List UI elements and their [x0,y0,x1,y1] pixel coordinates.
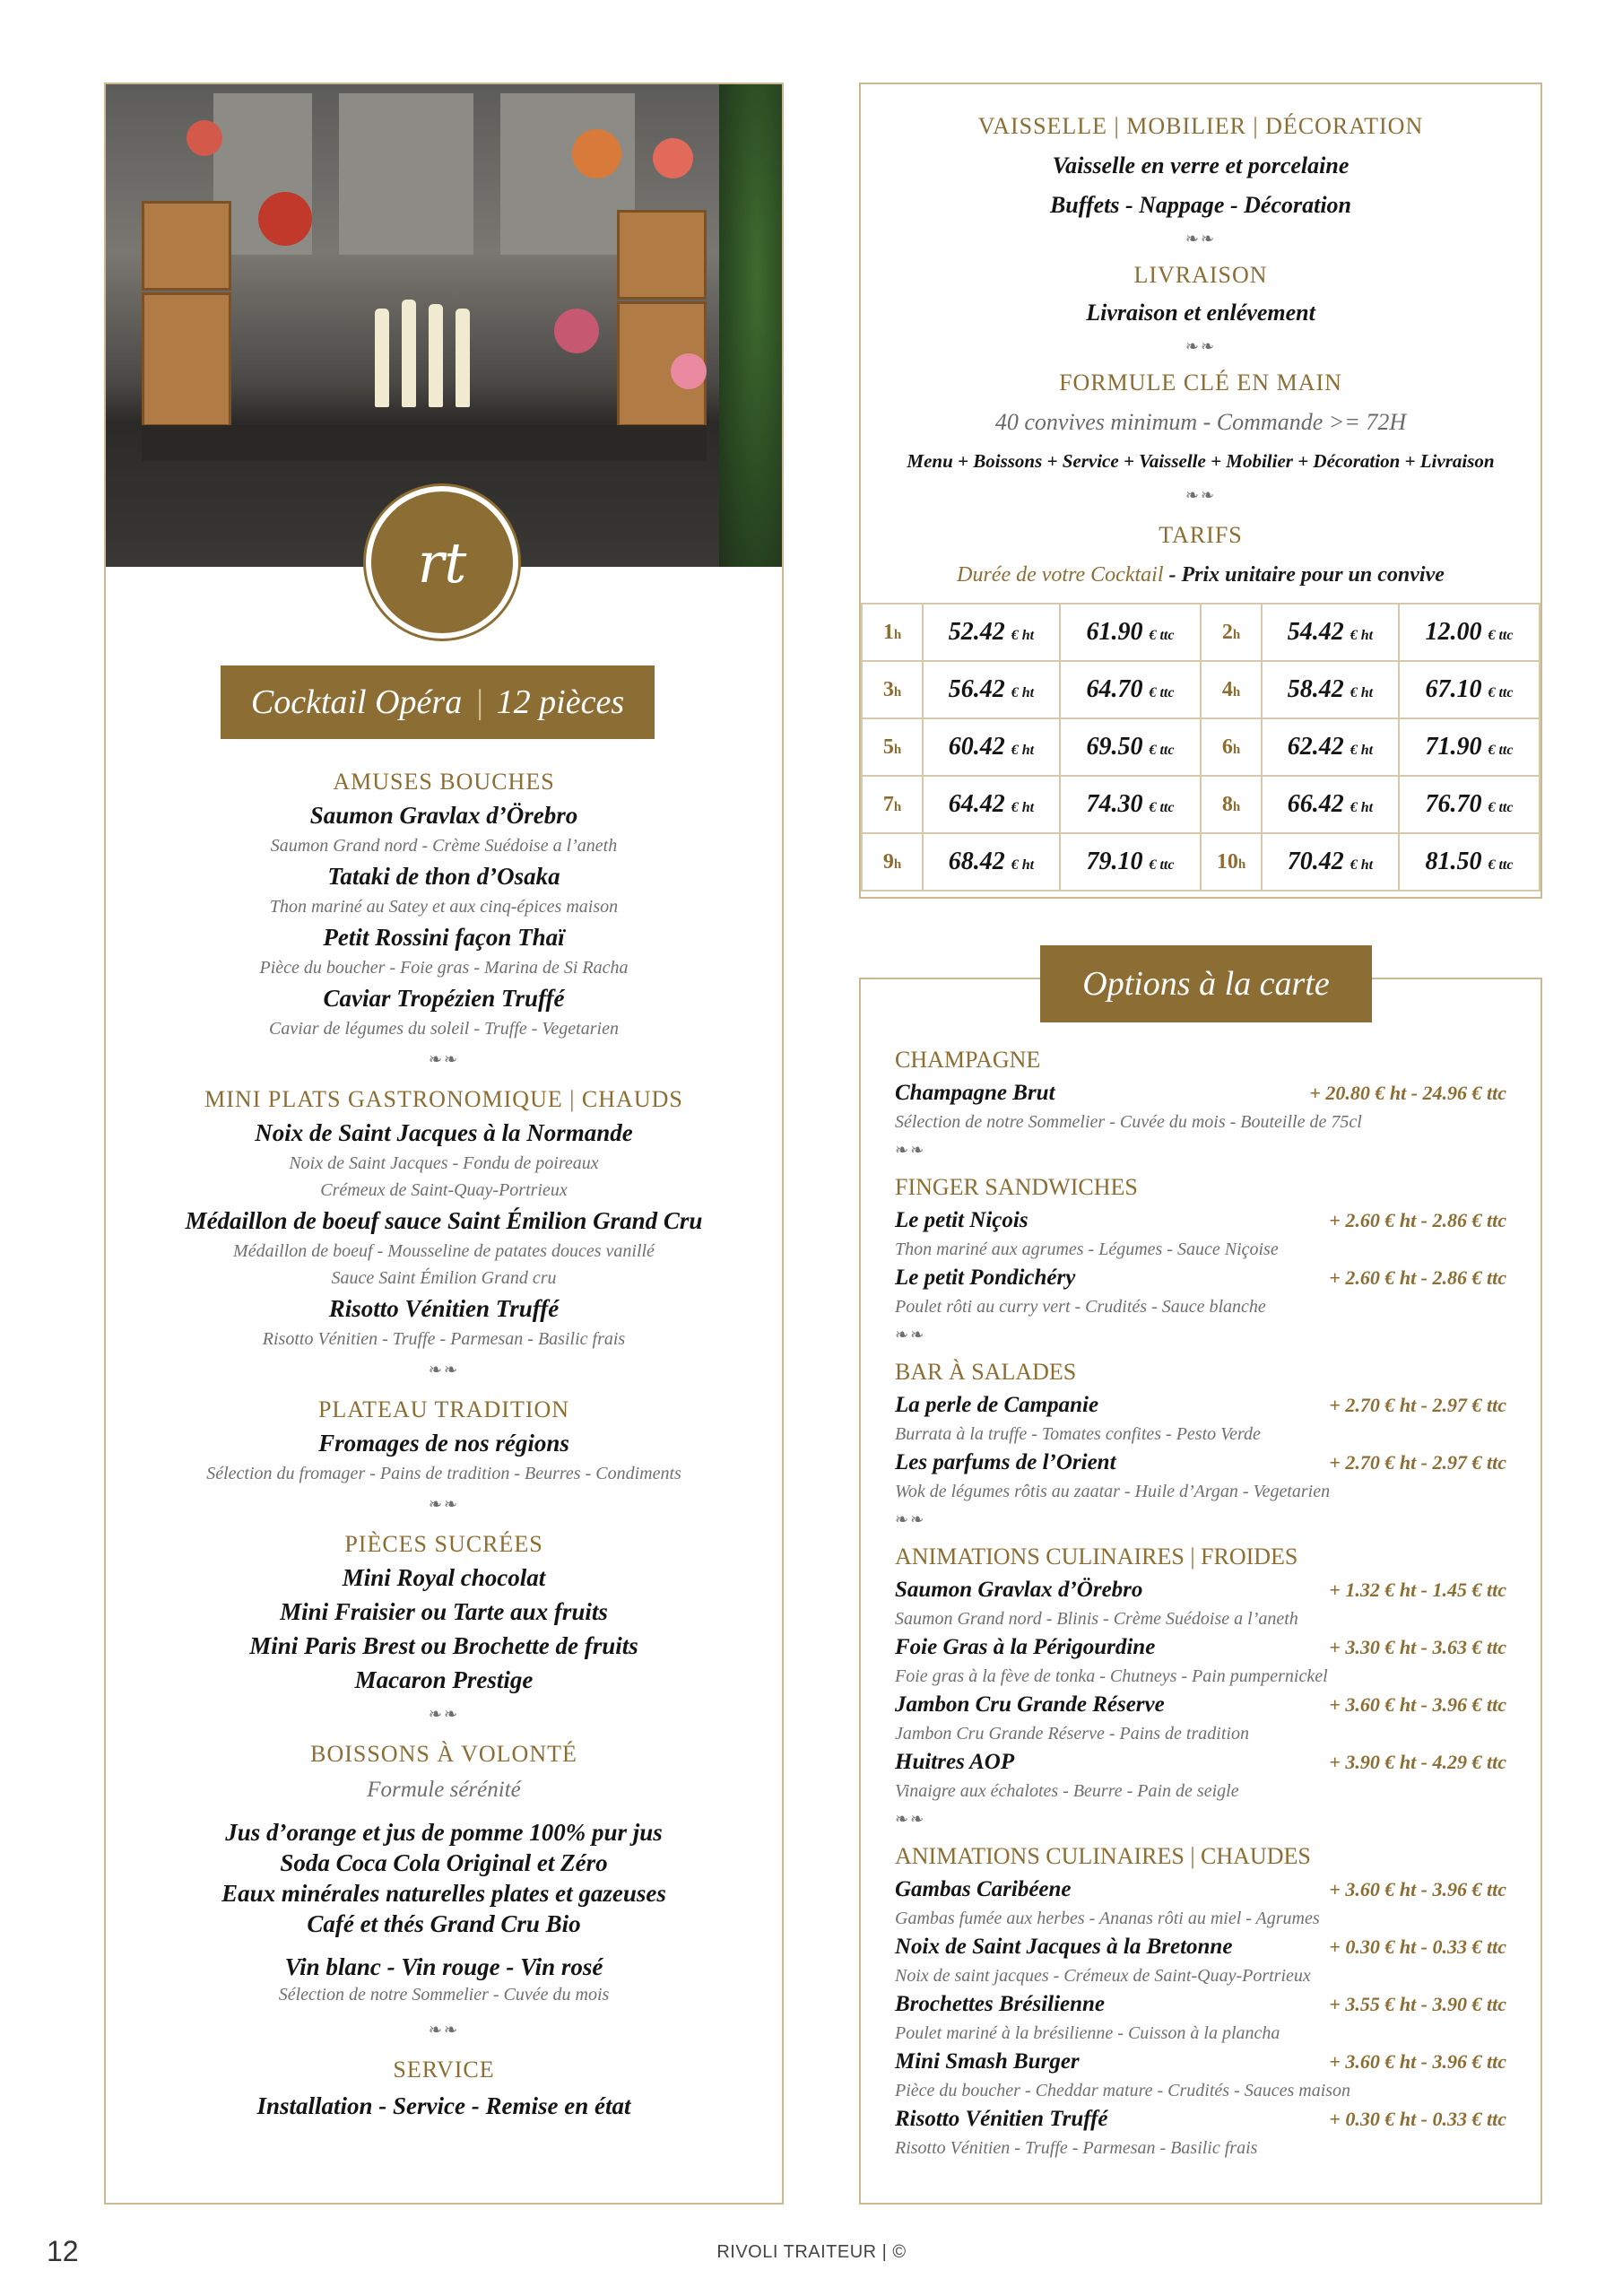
flower [572,129,621,178]
option-price: + 3.60 € ht - 3.96 € ttc [1329,1693,1506,1716]
options-section-title: FINGER SANDWICHES [895,1174,1138,1200]
price-ht [1262,833,1399,891]
banner-separator: | [474,683,484,721]
price-ht-unit: € ht [1350,857,1374,873]
wooden-crate [142,292,231,427]
price-ht-unit: € ht [1011,800,1035,815]
drink-line: Café et thés Grand Cru Bio [307,1910,581,1937]
duration-value: 4 [1221,677,1233,701]
price-ttc-value: 69.50 [1086,733,1143,761]
menu-item-description: Sélection du fromager - Pains de tradition - Beurres - Condiments [206,1464,681,1483]
menu-item-name: Mini Paris Brest ou Brochette de fruits [249,1632,638,1659]
price-ttc-unit: € ttc [1488,628,1514,643]
options-banner: Options à la carte [1040,945,1372,1022]
option-name: Huitres AOP [895,1750,1015,1774]
price-ttc-value: 79.10 [1086,848,1143,875]
option-price: + 3.90 € ht - 4.29 € ttc [1329,1751,1506,1773]
flower [258,192,312,246]
price-ht-unit: € ht [1011,628,1035,643]
duration-value: 10 [1216,849,1238,874]
price-ttc-unit: € ttc [1488,685,1514,700]
option-item [895,1989,1506,2020]
option-description: Wok de légumes rôtis au zaatar - Huile d’Argan - Vegetarien [895,1482,1331,1501]
livraison-line: Livraison et enlévement [1086,300,1315,326]
menu-item-name: Mini Royal chocolat [342,1564,546,1591]
options-section-title: BAR À SALADES [895,1359,1077,1385]
option-name: Noix de Saint Jacques à la Bretonne [895,1935,1233,1959]
duration-value: 3 [882,677,894,701]
price-ttc-unit: € ttc [1488,857,1514,873]
price-ht-unit: € ht [1011,685,1035,700]
tariff-duration [1201,604,1262,661]
duration-unit: h [1232,742,1241,757]
duration-unit: h [893,857,902,872]
option-description: Jambon Cru Grande Réserve - Pains de tradition [895,1724,1249,1744]
option-price: + 1.32 € ht - 1.45 € ttc [1329,1578,1506,1601]
option-item [895,1874,1506,1905]
price-ht [1262,776,1399,833]
drink-line: Eaux minérales naturelles plates et gazeuses [221,1880,666,1907]
flower [671,353,707,389]
menu-item-description: Caviar de légumes du soleil - Truffe - Vegetarien [269,1019,619,1039]
option-item [895,1747,1506,1778]
price-ttc-value: 64.70 [1086,675,1143,703]
price-ht-unit: € ht [1350,800,1374,815]
duration-unit: h [1232,684,1241,700]
wine-description: Sélection de notre Sommelier - Cuvée du mois [278,1985,610,2005]
menu-item-name: Mini Fraisier ou Tarte aux fruits [280,1598,608,1625]
ornament-divider: ❧❧ [428,2021,460,2039]
price-ht-value: 54.42 [1287,618,1344,646]
price-ht [923,661,1060,718]
ornament-divider: ❧❧ [428,1705,460,1724]
formule-title: FORMULE CLÉ EN MAIN [1059,370,1342,396]
price-ttc-value: 81.50 [1425,848,1482,875]
option-name: Brochettes Brésilienne [895,1992,1106,2016]
option-description: Noix de saint jacques - Crémeux de Saint-Quay-Portrieux [895,1966,1311,1986]
tariff-duration [862,604,923,661]
tariff-duration [1201,833,1262,891]
menu-item-description: Noix de Saint Jacques - Fondu de poireaux [289,1153,599,1173]
menu-item-name: Petit Rossini façon Thaï [323,924,565,951]
option-item [895,2104,1506,2135]
option-price: + 0.30 € ht - 0.33 € ttc [1329,1935,1506,1958]
tarifs-title: TARIFS [1159,522,1243,548]
price-ht [923,833,1060,891]
tariff-duration [862,718,923,776]
price-ttc [1060,833,1201,891]
flower [187,120,222,156]
boissons-formula: Formule sérénité [367,1778,521,1802]
vaisselle-title: VAISSELLE | MOBILIER | DÉCORATION [977,113,1424,139]
tarifs-subtitle-duration: Durée de votre Cocktail [957,563,1164,587]
menu-item-name: Saumon Gravlax d’Örebro [309,802,578,829]
price-ttc [1060,776,1201,833]
vaisselle-line-1: Vaisselle en verre et porcelaine [1052,152,1350,178]
menu-item-description: Crémeux de Saint-Quay-Portrieux [320,1180,568,1200]
section-title: PLATEAU TRADITION [317,1396,570,1422]
option-name: La perle de Campanie [895,1393,1099,1417]
vaisselle-line-2: Buffets - Nappage - Décoration [1049,192,1352,218]
logo-monogram: rt [417,529,467,596]
duration-value: 6 [1221,735,1233,759]
price-ttc [1399,718,1540,776]
option-item [895,1205,1506,1236]
price-ht-unit: € ht [1350,628,1374,643]
price-ht-unit: € ht [1011,857,1035,873]
price-ttc-value: 61.90 [1086,618,1143,646]
menu-item-description: Thon mariné au Satey et aux cinq-épices maison [269,897,619,917]
option-item [895,1263,1506,1293]
option-description: Gambas fumée aux herbes - Ananas rôti au miel - Agrumes [895,1909,1320,1928]
menu-item-name: Noix de Saint Jacques à la Normande [255,1119,633,1146]
service-line: Installation - Service - Remise en état [256,2092,631,2119]
bottle [375,309,389,407]
options-section-title: ANIMATIONS CULINAIRES | CHAUDES [895,1843,1311,1869]
ornament-divider: ❧❧ [428,1495,460,1514]
tariff-row [862,718,1540,776]
options-section-title: ANIMATIONS CULINAIRES | FROIDES [895,1544,1298,1570]
ornament-divider: ❧❧ [1185,337,1217,356]
options-list [861,1042,1541,2161]
price-ttc [1399,661,1540,718]
section-title: PIÈCES SUCRÉES [344,1531,543,1557]
price-ht-value: 62.42 [1287,733,1344,761]
ornament-divider: ❧❧ [895,1326,926,1344]
bottle [402,300,416,407]
menu-item-name: Risotto Vénitien Truffé [328,1295,560,1322]
price-ht-value: 56.42 [948,675,1005,703]
tariff-duration [1201,661,1262,718]
ornament-divider: ❧❧ [1185,230,1217,248]
option-description: Foie gras à la fève de tonka - Chutneys - Pain pumpernickel [895,1666,1328,1686]
drink-line: Jus d’orange et jus de pomme 100% pur jus [225,1819,663,1846]
tariff-row [862,604,1540,661]
price-ttc-unit: € ttc [1149,857,1175,873]
price-ht [1262,604,1399,661]
green-plant [719,84,782,567]
options-section [861,1354,1541,1535]
tariff-duration [862,661,923,718]
price-ht-value: 60.42 [948,733,1005,761]
window-pane [500,93,635,255]
option-name: Gambas Caribéene [895,1877,1072,1901]
option-item [895,1575,1506,1605]
buffet-table [142,425,707,461]
price-ht-value: 66.42 [1287,790,1344,818]
cocktail-opera-panel [104,83,784,2205]
options-section [861,1539,1541,1835]
flower [653,138,693,178]
tariff-row [862,833,1540,891]
price-ht-value: 64.42 [948,790,1005,818]
tariff-duration [862,776,923,833]
bottle [456,309,470,407]
price-ht-value: 52.42 [948,618,1005,646]
price-ttc [1399,776,1540,833]
ornament-divider: ❧❧ [1185,486,1217,505]
price-ttc-value: 67.10 [1425,675,1482,703]
page-number: 12 [47,2235,79,2267]
option-name: Jambon Cru Grande Réserve [895,1692,1165,1717]
price-ttc [1399,833,1540,891]
tariff-row [862,776,1540,833]
option-item [895,1932,1506,1962]
option-price: + 2.60 € ht - 2.86 € ttc [1329,1209,1506,1231]
cocktail-name: Cocktail Opéra [250,683,463,721]
option-description: Thon mariné aux agrumes - Légumes - Sauce Niçoise [895,1239,1279,1259]
cocktail-menu [106,766,782,2126]
section-title: AMUSES BOUCHES [333,769,555,795]
option-item [895,1448,1506,1478]
section-title: MINI PLATS GASTRONOMIQUE | CHAUDS [204,1086,683,1112]
option-item [895,1632,1506,1663]
price-ht-value: 58.42 [1287,675,1344,703]
ornament-divider: ❧❧ [895,1141,926,1160]
section-title: SERVICE [393,2057,495,2083]
tarifs-subtitle-unit: Prix unitaire pour un convive [1181,563,1445,587]
wine-line: Vin blanc - Vin rouge - Vin rosé [284,1953,603,1980]
duration-unit: h [893,742,902,757]
duration-value: 9 [882,849,894,874]
tarifs-subtitle [861,563,1541,587]
ornament-divider: ❧❧ [428,1050,460,1069]
price-ht-unit: € ht [1350,743,1374,758]
menu-item-name: Tataki de thon d’Osaka [327,863,560,890]
formula-panel [859,83,1542,899]
option-description: Saumon Grand nord - Blinis - Crème Suédoise a l’aneth [895,1609,1298,1629]
price-ttc-unit: € ttc [1149,800,1175,815]
menu-item-description: Sauce Saint Émilion Grand cru [331,1268,557,1288]
wooden-crate [142,201,231,291]
options-section [861,1170,1541,1351]
price-ttc-unit: € ttc [1488,800,1514,815]
menu-item-name: Médaillon de boeuf sauce Saint Émilion Grand Cru [185,1207,703,1234]
option-description: Pièce du boucher - Cheddar mature - Crudités - Sauces maison [895,2081,1351,2100]
option-name: Le petit Pondichéry [895,1265,1076,1290]
wooden-crate [617,210,707,300]
duration-unit: h [1232,799,1241,814]
bottle [429,304,443,407]
price-ht [1262,661,1399,718]
price-ht [923,718,1060,776]
drink-line: Soda Coca Cola Original et Zéro [280,1849,608,1876]
option-price: + 3.55 € ht - 3.90 € ttc [1329,1993,1506,2015]
price-ttc-value: 12.00 [1425,618,1482,646]
option-price: + 3.60 € ht - 3.96 € ttc [1329,2050,1506,2073]
option-price: + 3.30 € ht - 3.63 € ttc [1329,1636,1506,1658]
duration-value: 7 [882,792,894,816]
option-description: Sélection de notre Sommelier - Cuvée du mois - Bouteille de 75cl [895,1112,1362,1132]
option-name: Risotto Vénitien Truffé [895,2107,1108,2131]
price-ht [1262,718,1399,776]
tarifs-subtitle-sep: - [1163,563,1182,587]
options-section [861,1042,1541,1166]
price-ht [923,776,1060,833]
price-ht-value: 70.42 [1287,848,1344,875]
price-ht-unit: € ht [1350,685,1374,700]
option-name: Mini Smash Burger [895,2049,1080,2074]
rivoli-logo [366,486,518,639]
price-ttc-unit: € ttc [1149,685,1175,700]
menu-item-description: Risotto Vénitien - Truffe - Parmesan - Basilic frais [262,1329,626,1349]
formule-conditions: 40 convives minimum - Commande >= 72H [994,409,1407,435]
price-ht-value: 68.42 [948,848,1005,875]
options-panel [859,978,1542,2205]
section-title: BOISSONS À VOLONTÉ [310,1741,577,1767]
price-ttc-value: 76.70 [1425,790,1482,818]
menu-item-name: Macaron Prestige [354,1666,534,1693]
duration-unit: h [893,799,902,814]
option-price: + 2.70 € ht - 2.97 € ttc [1329,1451,1506,1474]
ornament-divider: ❧❧ [428,1361,460,1379]
option-description: Risotto Vénitien - Truffe - Parmesan - Basilic frais [895,2138,1258,2158]
option-description: Vinaigre aux échalotes - Beurre - Pain de seigle [895,1781,1239,1801]
ornament-divider: ❧❧ [895,1810,926,1829]
duration-unit: h [893,627,902,642]
option-price: + 0.30 € ht - 0.33 € ttc [1329,2108,1506,2130]
cocktail-title-banner [221,665,655,739]
duration-unit: h [1237,857,1246,872]
price-ttc-unit: € ttc [1488,743,1514,758]
option-name: Le petit Niçois [895,1208,1028,1232]
price-ht-unit: € ht [1011,743,1035,758]
livraison-title: LIVRAISON [1133,262,1268,288]
tariff-table [861,603,1541,891]
price-ttc [1060,661,1201,718]
duration-value: 2 [1221,620,1233,644]
menu-item-description: Pièce du boucher - Foie gras - Marina de Si Racha [259,958,629,978]
formule-includes: Menu + Boissons + Service + Vaisselle + Mobilier + Décoration + Livraison [907,450,1495,472]
option-price: + 2.70 € ht - 2.97 € ttc [1329,1394,1506,1416]
option-name: Foie Gras à la Périgourdine [895,1635,1156,1659]
duration-value: 5 [882,735,894,759]
option-item [895,2047,1506,2077]
footer-copyright: RIVOLI TRAITEUR | © [716,2242,907,2262]
price-ttc-unit: € ttc [1149,628,1175,643]
options-section [861,1839,1541,2161]
option-description: Poulet mariné à la brésilienne - Cuisson à la plancha [895,2023,1280,2043]
tariff-duration [1201,776,1262,833]
tariff-duration [1201,718,1262,776]
duration-value: 1 [882,620,894,644]
flower [554,309,599,353]
option-name: Champagne Brut [895,1081,1055,1105]
menu-item-name: Fromages de nos régions [318,1430,569,1457]
menu-item-description: Médaillon de boeuf - Mousseline de patates douces vanillé [233,1241,655,1261]
price-ttc-value: 74.30 [1086,790,1143,818]
option-description: Poulet rôti au curry vert - Crudités - Sauce blanche [895,1297,1266,1317]
price-ttc [1399,604,1540,661]
tariff-duration [862,833,923,891]
price-ttc [1060,718,1201,776]
price-ttc-value: 71.90 [1425,733,1482,761]
price-ht [923,604,1060,661]
menu-item-name: Caviar Tropézien Truffé [323,985,565,1012]
price-ttc [1060,604,1201,661]
duration-unit: h [893,684,902,700]
option-name: Les parfums de l’Orient [895,1450,1116,1474]
cocktail-piece-count: 12 pièces [496,683,625,721]
option-price: + 2.60 € ht - 2.86 € ttc [1329,1266,1506,1289]
option-price: + 20.80 € ht - 24.96 € ttc [1309,1082,1506,1104]
options-section-title: CHAMPAGNE [895,1047,1041,1073]
option-description: Burrata à la truffe - Tomates confites - Pesto Verde [895,1424,1261,1444]
tariff-row [862,661,1540,718]
duration-value: 8 [1221,792,1233,816]
price-ttc-unit: € ttc [1149,743,1175,758]
window-pane [339,93,473,255]
option-item [895,1078,1506,1109]
option-item [895,1390,1506,1421]
option-name: Saumon Gravlax d’Örebro [895,1578,1143,1602]
option-item [895,1690,1506,1720]
option-price: + 3.60 € ht - 3.96 € ttc [1329,1878,1506,1900]
duration-unit: h [1232,627,1241,642]
menu-item-description: Saumon Grand nord - Crème Suédoise a l’aneth [270,836,618,856]
ornament-divider: ❧❧ [895,1510,926,1529]
